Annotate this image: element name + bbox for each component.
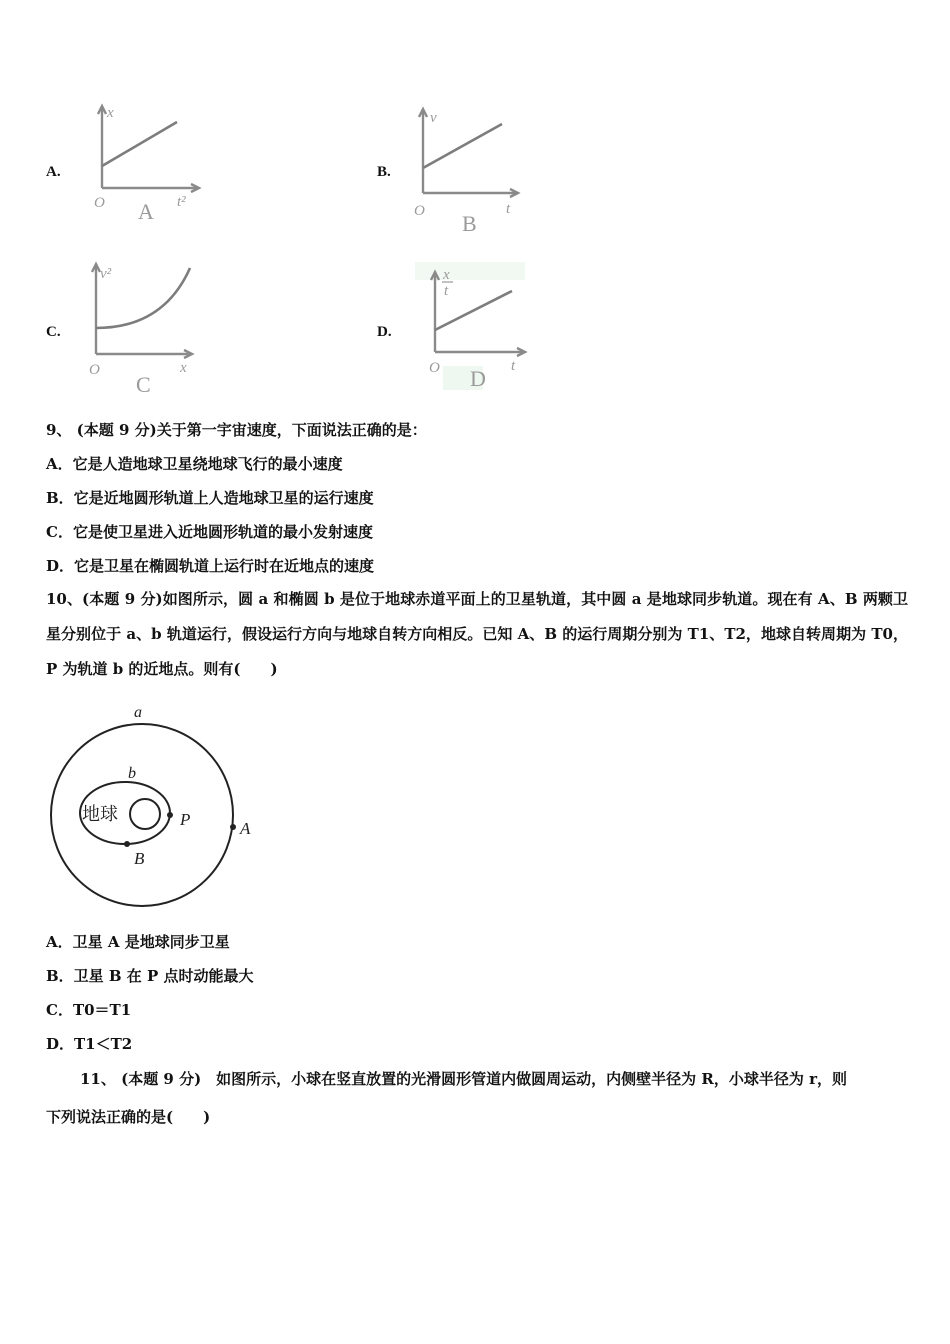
earth-label: 地球 — [82, 804, 118, 825]
q10-option-d: D．T1＜T2 — [46, 1035, 133, 1053]
graph-b-caption: B — [462, 211, 477, 235]
satellite-b-label: B — [134, 849, 145, 868]
graph-d-x-label: t — [511, 358, 516, 374]
graph-c-x-label: x — [180, 360, 187, 376]
graph-d-y-num: x — [443, 267, 450, 283]
point-p-dot — [167, 812, 173, 818]
graph-option-d-label: D. — [377, 324, 392, 340]
graph-a-origin: O — [94, 195, 105, 211]
graph-a-caption: A — [138, 199, 154, 224]
point-p-label: P — [180, 810, 191, 829]
graph-a — [85, 100, 205, 225]
satellite-a-dot — [230, 824, 236, 830]
earth-circle — [130, 799, 160, 829]
q9-option-d: D．它是卫星在椭圆轨道上运行时在近地点的速度 — [46, 557, 375, 575]
graph-option-b-label: B. — [377, 164, 391, 180]
graph-b-x-label: t — [506, 201, 511, 217]
q11-stem-line1: 11、 (本题 9 分) 如图所示，小球在竖直放置的光滑圆形管道内做圆周运动，内侧壁半径为 R，小球半径为 r，则 — [80, 1070, 847, 1088]
graph-d-y-den: t — [444, 283, 449, 299]
graph-c-y-label: v² — [100, 266, 112, 282]
graph-b-origin: O — [414, 203, 425, 219]
orbit-b-label: b — [128, 765, 136, 782]
satellite-b-dot — [124, 841, 130, 847]
q11-stem-line2: 下列说法正确的是( ) — [46, 1108, 211, 1126]
orbit-diagram — [40, 698, 270, 913]
graph-d-caption: D — [470, 366, 486, 391]
satellite-a-label: A — [240, 819, 251, 838]
graph-option-c-label: C. — [46, 324, 61, 340]
q9-option-c: C．它是使卫星进入近地圆形轨道的最小发射速度 — [46, 523, 373, 541]
graph-d — [415, 262, 535, 392]
q9-stem: 9、 (本题 9 分)关于第一宇宙速度，下面说法正确的是： — [46, 421, 427, 439]
graph-b-line — [423, 124, 502, 168]
graph-a-x-label: t² — [177, 194, 186, 210]
q10-option-a: A．卫星 A 是地球同步卫星 — [46, 933, 230, 951]
graph-a-y-label: x — [107, 105, 114, 121]
graph-c — [80, 258, 200, 396]
graph-d-origin: O — [429, 360, 440, 376]
graph-b-y-label: v — [430, 110, 437, 126]
q10-stem: 10、(本题 9 分)如图所示，圆 a 和椭圆 b 是位于地球赤道平面上的卫星轨道，其中圆 a 是地球同步轨道。现在有 A、B 两颗卫星分别位于 a、b 轨道运行，假设运行方向与地球自转方向相反。已知 A、B 的运行周期分别为 T1、T2，地球自转周期为 T0，P 为轨道 b 的近地点。则有( ) — [46, 590, 908, 678]
q9-option-a: A．它是人造地球卫星绕地球飞行的最小速度 — [46, 455, 343, 473]
graph-c-caption: C — [136, 372, 151, 396]
graph-c-origin: O — [89, 362, 100, 378]
orbit-a-circle — [51, 724, 233, 906]
orbit-a-label: a — [134, 704, 142, 721]
q10-option-b: B．卫星 B 在 P 点时动能最大 — [46, 967, 254, 985]
q10-option-c: C．T0＝T1 — [46, 1001, 132, 1019]
graph-a-line — [102, 122, 177, 166]
q9-option-b: B．它是近地圆形轨道上人造地球卫星的运行速度 — [46, 489, 374, 507]
graph-option-a-label: A. — [46, 164, 61, 180]
graph-b — [408, 105, 528, 235]
